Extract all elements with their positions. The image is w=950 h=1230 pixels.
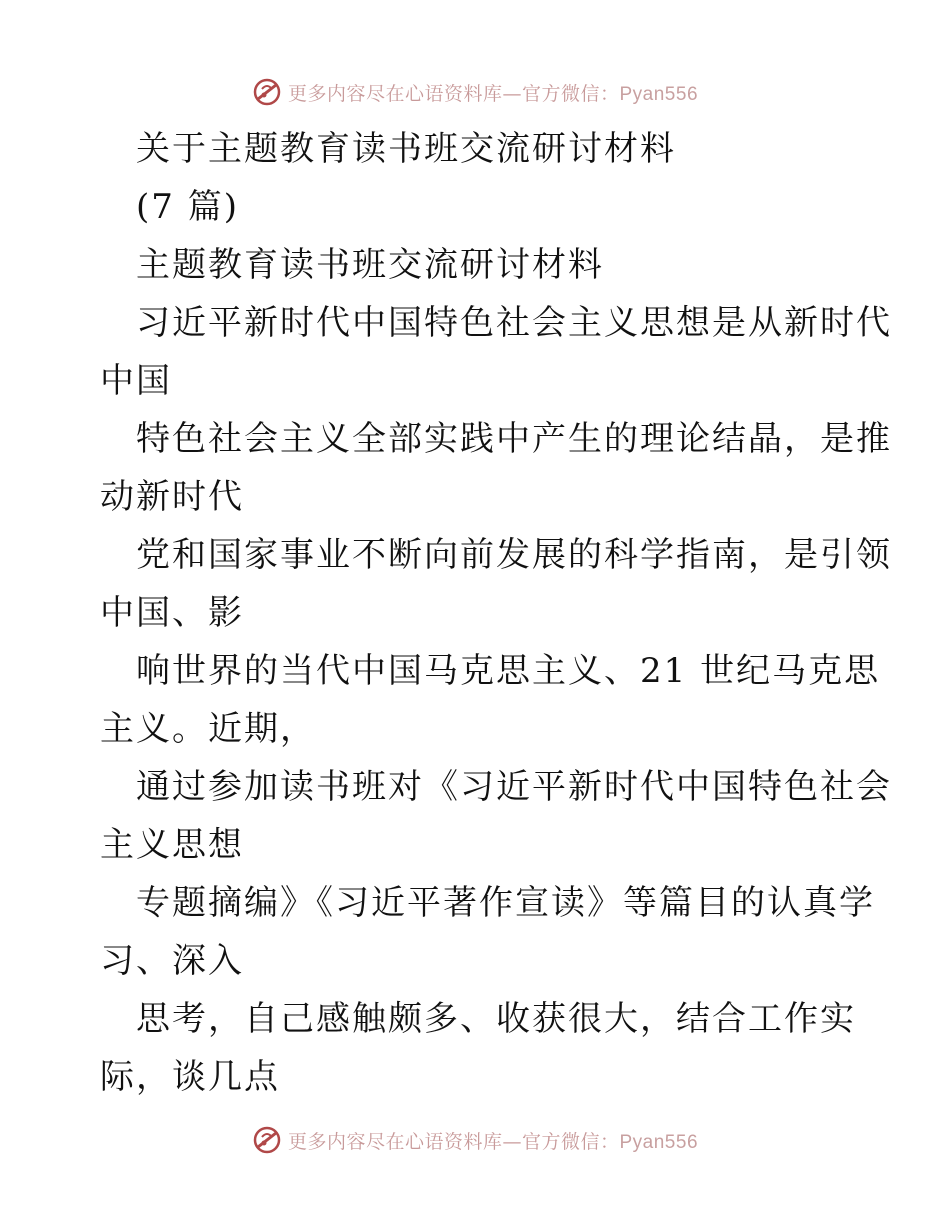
header-banner-label: 更多内容尽在心语资料库—官方微信：	[287, 82, 620, 105]
paragraph-line: 中国、影	[100, 593, 244, 633]
document-body	[100, 120, 892, 1106]
paragraph-line: 习、深入	[100, 941, 244, 981]
section-heading: 主题教育读书班交流研讨材料	[136, 245, 604, 285]
header-banner-text	[288, 79, 698, 106]
header-watermark-banner	[0, 72, 950, 112]
footer-watermark-banner	[0, 1120, 950, 1160]
logo-icon	[252, 1125, 282, 1155]
footer-banner-text	[288, 1127, 698, 1154]
paragraph-line: 通过参加读书班对《习近平新时代中国特色社会	[136, 767, 892, 807]
logo-icon	[252, 77, 282, 107]
paragraph-line: 际，谈几点	[100, 1057, 280, 1097]
paragraph-line: 特色社会主义全部实践中产生的理论结晶，是推	[136, 419, 892, 459]
paragraph-line: 党和国家事业不断向前发展的科学指南，是引领	[136, 535, 892, 575]
paragraph-line: 思考，自己感触颇多、收获很大，结合工作实	[136, 999, 856, 1039]
paragraph-line: 响世界的当代中国马克思主义、21 世纪马克思	[136, 651, 881, 691]
doc-title: 关于主题教育读书班交流研讨材料	[136, 129, 676, 169]
paragraph-line: 专题摘编》《习近平著作宣读》等篇目的认真学	[136, 883, 875, 923]
header-banner-id: Pyan556	[619, 83, 699, 105]
paragraph-line: 中国	[100, 361, 172, 401]
footer-banner-id: Pyan556	[619, 1131, 699, 1153]
doc-subtitle: (7 篇)	[136, 187, 239, 227]
paragraph-line: 习近平新时代中国特色社会主义思想是从新时代	[136, 303, 892, 343]
paragraph-line: 主义。近期，	[100, 709, 316, 749]
footer-banner-label: 更多内容尽在心语资料库—官方微信：	[287, 1130, 620, 1153]
paragraph-line: 主义思想	[100, 825, 244, 865]
paragraph-line: 动新时代	[100, 477, 244, 517]
